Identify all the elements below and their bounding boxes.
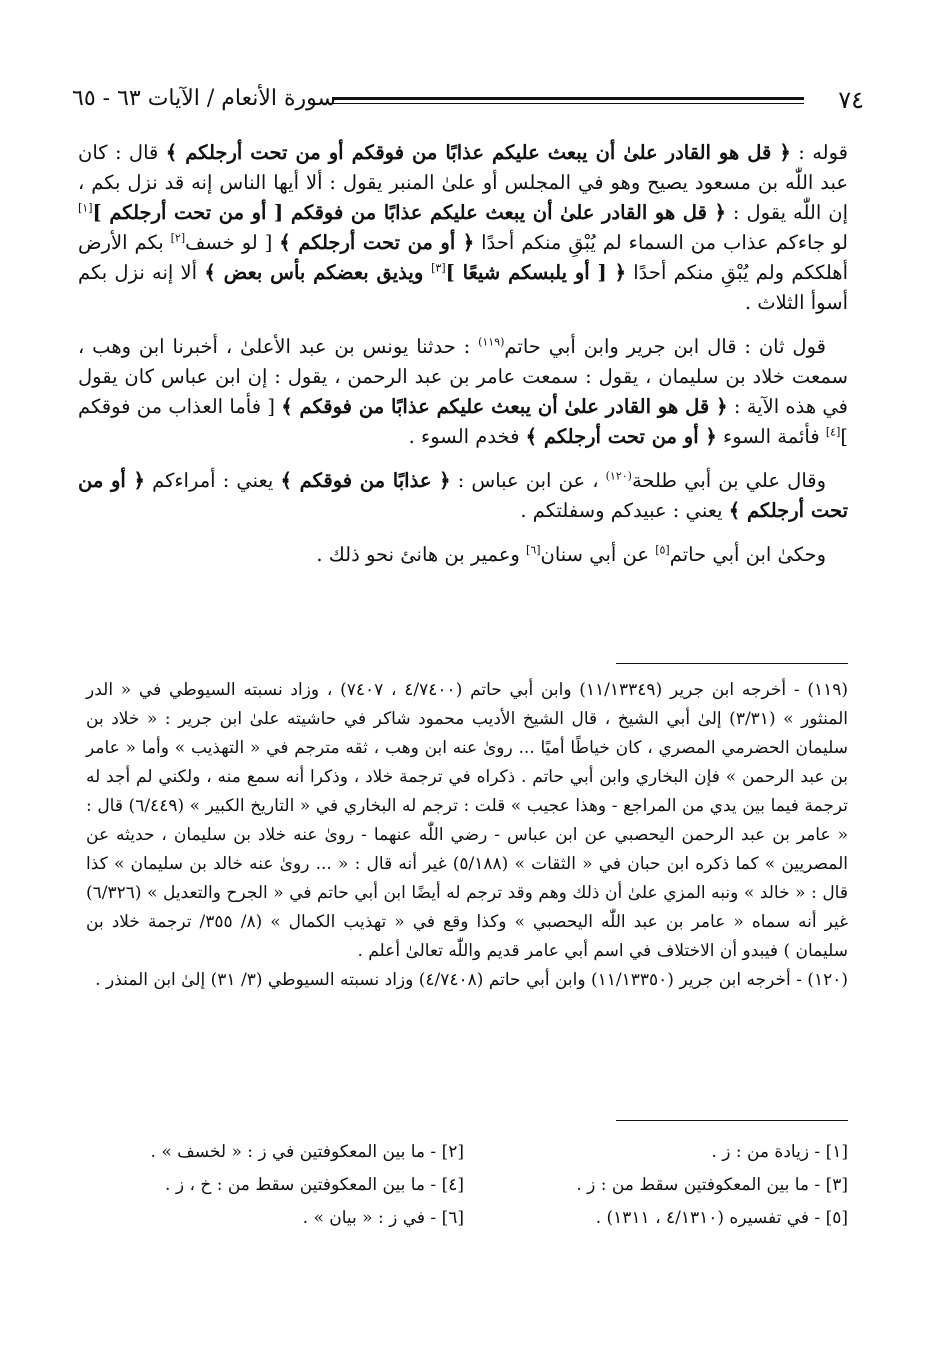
paragraph-1 — [78, 138, 848, 318]
text-run: فأئمة السوء — [716, 425, 826, 448]
text-run: بكم الأرض أهلككم ولم يُبْقِ منكم أحدًا — [78, 231, 849, 284]
paragraph-4 — [78, 540, 848, 570]
text-run: قول ثان : قال ابن جرير وابن أبي حاتم — [504, 335, 826, 358]
footnote-marker: [٣] — [431, 261, 446, 275]
text-run: وقال علي بن أبي طلحة — [631, 469, 826, 492]
text-run: وعمير بن هانئ نحو ذلك . — [316, 543, 527, 566]
variant-note-4: [٤] - ما بين المعكوفتين سقط من : خ ، ز . — [165, 1175, 464, 1195]
running-title: سورة الأنعام / الآيات ٦٣ - ٦٥ — [72, 86, 336, 111]
text-run: يعني : عبيدكم وسفلتكم . — [520, 499, 729, 522]
footnote-marker: [٦] — [526, 543, 541, 557]
footnote-marker: [١] — [78, 201, 93, 215]
text-run: وحكىٰ ابن أبي حاتم — [669, 543, 826, 566]
quran-verse: ﴿ عذابًا من فوقكم ﴾ — [280, 469, 451, 492]
variant-row — [80, 1169, 848, 1202]
variant-note-2: [٢] - ما بين المعكوفتين في ز : « لخسف » . — [150, 1142, 464, 1162]
footnote-marker: [٤] — [825, 425, 841, 439]
variant-note-1: [١] - زيادة من : ز . — [711, 1142, 848, 1162]
notes-separator — [616, 663, 848, 664]
text-run: فخدم السوء . — [408, 425, 526, 448]
quran-verse: ﴿ [ أو يلبسكم شيعًا ] — [445, 261, 626, 284]
commentary-notes — [86, 676, 848, 995]
variant-notes-separator — [616, 1120, 848, 1121]
text-run: [ لو خسف — [185, 231, 280, 254]
quran-verse: ﴿ قل هو القادر علىٰ أن يبعث عليكم عذابًا من فوقكم ﴾ — [281, 395, 728, 418]
footnote-marker: [٢] — [170, 231, 186, 245]
quran-verse: ﴿ قل هو القادر علىٰ أن يبعث عليكم عذابًا من فوقكم [ أو من تحت أرجلكم ] — [92, 201, 726, 224]
text-run: يعني : أمراءكم — [144, 469, 281, 492]
paragraph-2 — [78, 332, 848, 452]
quran-verse: ويذيق بعضكم بأس بعض ﴾ — [204, 261, 432, 284]
variant-row — [80, 1202, 848, 1235]
text-run: ألا إنه نزل بكم أسوأ الثلاث . — [78, 261, 848, 314]
footnote-marker: (١١٩) — [478, 335, 505, 349]
paragraph-3 — [78, 466, 848, 526]
text-run: قوله : — [790, 141, 848, 164]
text-run: عن أبي سنان — [540, 543, 656, 566]
note-119: (١١٩) - أخرجه ابن جرير (١١/١٣٣٤٩) وابن أبي حاتم (٤/٧٤٠٠ ، ٧٤٠٧) ، وزاد نسبته السيوطي في « الدر المنثور » (٣/٣١) إلىٰ أبي الشيخ ، قال الشيخ الأديب محمود شاكر في حاشيته علىٰ ابن جرير : « خلاد بن سليمان الحضرمي المصري ، كان خياطًا أميًا ... روىٰ عنه ابن وهب ، ثقه مترجم في « التهذيب » وأما « عامر بن عبد الرحمن » فإن البخاري وابن أبي حاتم . ذكراه في ترجمة خلاد ، وذكرا أنه سمع منه ، ولكني لم أجد له ترجمة فيما بين يدي من المراجع - وهذا عجيب » قلت : ترجم له البخاري في « التاريخ الكبير » (٦/٤٤٩) قال : « عامر بن عبد الرحمن اليحصبي عن ابن عباس - رضي اللّٰه عنهما - روىٰ عنه خلاد بن سليمان ، حديثه عن المصريين » كما ذكره ابن حبان في « الثقات » (٥/١٨٨) غير أنه قال : « ... روىٰ عنه خالد بن سليمان » كذا قال : « خالد » ونبه المزي علىٰ أن ذلك وهم وقد ترجم له أيضًا ابن أبي حاتم في « الجرح والتعديل » (٦/٣٢٦) غير أنه سماه « عامر بن عبد اللّٰه اليحصبي » وكذا وقع في « تهذيب الكمال » (٨/ ٣٥٥/ ترجمة خلاد بن سليمان ) فيبدو أن الاختلاف في اسم أبي عامر قديم واللّٰه تعالىٰ أعلم . — [86, 680, 849, 961]
variant-note-5: [٥] - في تفسيره (٤/١٣١٠ ، ١٣١١) . — [595, 1208, 848, 1228]
variant-note-6: [٦] - في ز : « بيان » . — [302, 1208, 464, 1228]
quran-verse: ﴿ أو من تحت أرجلكم ﴾ — [525, 425, 717, 448]
footnote-marker: (١٢٠) — [605, 469, 632, 483]
page-header — [72, 86, 864, 116]
text-run: قال : كان عبد اللّٰه بن مسعود يصيح وهو في المجلس أو علىٰ المنبر يقول : ألا أيها الناس إنه قد نزل بكم ، إن اللّٰه يقول : — [78, 141, 849, 224]
footnote-marker: [٥] — [655, 543, 670, 557]
text-run: [ فأما العذاب من فوقكم ] — [78, 395, 848, 448]
quran-verse: ﴿ أو من تحت أرجلكم ﴾ — [78, 469, 848, 522]
text-run: ، عن ابن عباس : — [450, 469, 606, 492]
header-rule — [332, 97, 804, 100]
note-120: (١٢٠) - أخرجه ابن جرير (١١/١٣٣٥٠) وابن أبي حاتم (٤/٧٤٠٨) وزاد نسبته السيوطي (٣/ ٣١) إلىٰ ابن المنذر . — [95, 970, 848, 990]
variant-notes — [80, 1136, 848, 1235]
main-text — [78, 138, 848, 584]
page-number: ٧٤ — [838, 86, 864, 114]
quran-verse: ﴿ قل هو القادر علىٰ أن يبعث عليكم عذابًا من فوقكم أو من تحت أرجلكم ﴾ — [165, 141, 791, 164]
variant-note-3: [٣] - ما بين المعكوفتين سقط من : ز . — [576, 1175, 848, 1195]
header-rule-thin — [332, 103, 804, 104]
variant-row — [80, 1136, 848, 1169]
text-run: : حدثنا يونس بن عبد الأعلىٰ ، أخبرنا ابن وهب ، سمعت خلاد بن سليمان ، يقول : سمعت عامر بن عبد الرحمن ، يقول : إن ابن عباس كان يقول في هذه الآية : — [78, 335, 848, 418]
text-run: لو جاءكم عذاب من السماء لم يُبْقِ منكم أحدًا — [474, 231, 849, 254]
quran-verse: ﴿ أو من تحت أرجلكم ﴾ — [279, 231, 475, 254]
